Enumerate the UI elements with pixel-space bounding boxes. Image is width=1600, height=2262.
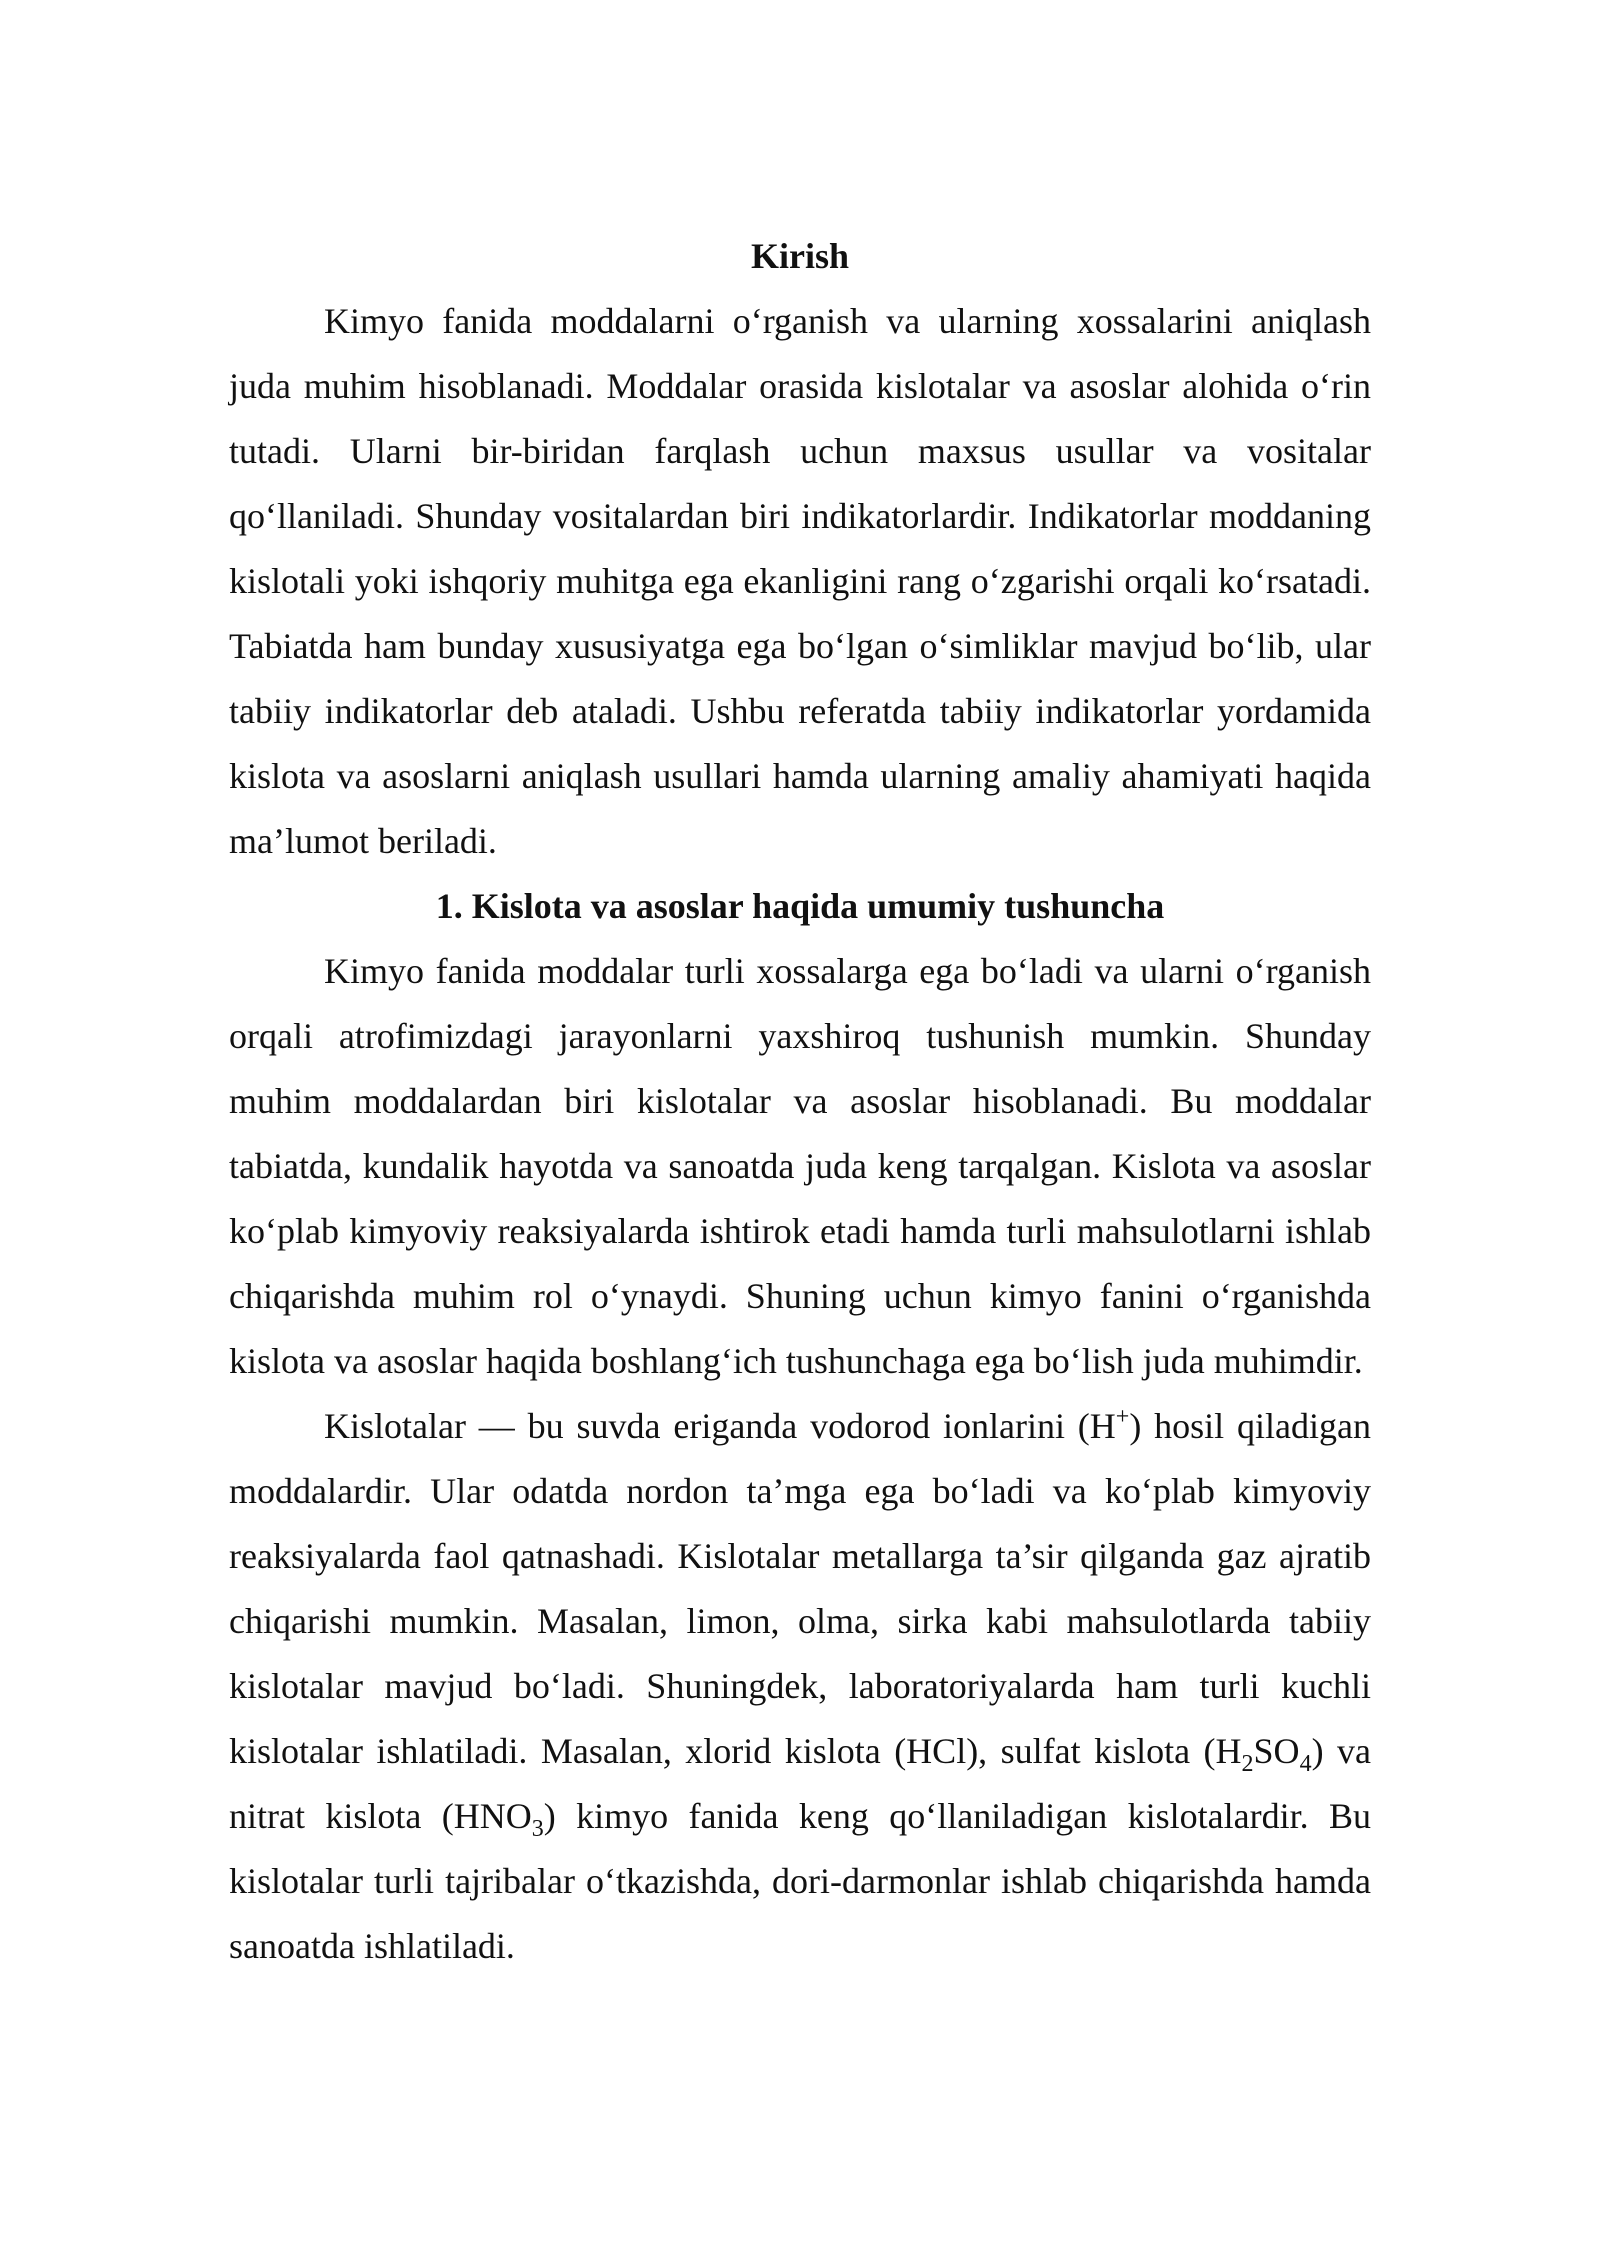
paragraph-text: ) va nitrat kislota (HNO — [229, 1731, 1371, 1836]
section-paragraph-1: Kimyo fanida moddalar turli xossalarga ega bo‘ladi va ularni o‘rganish orqali atrofimizdagi jarayonlarni yaxshiroq tushunish mumkin. Shunday muhim moddalardan biri kislotalar va asoslar hisoblanadi. Bu moddalar tabiatda, kundalik hayotda va sanoatda juda keng tarqalgan. Kislota va asoslar ko‘plab kimyoviy reaksiyalarda ishtirok etadi hamda turli mahsulotlarni ishlab chiqarishda muhim rol o‘ynaydi. Shuning uchun kimyo fanini o‘rganishda kislota va asoslar haqida boshlang‘ich tushunchaga ega bo‘lish juda muhimdir. — [229, 951, 1371, 1381]
page-title: Kirish — [750, 236, 849, 276]
section-heading: 1. Kislota va asoslar haqida umumiy tushuncha — [435, 886, 1165, 926]
section-paragraph-2 — [229, 1394, 1371, 1979]
intro-paragraph: Kimyo fanida moddalarni o‘rganish va ularning xossalarini aniqlash juda muhim hisoblanadi. Moddalar orasida kislotalar va asoslar alohida o‘rin tutadi. Ularni bir-biridan farqlash uchun maxsus usullar va vositalar qo‘llaniladi. Shunday vositalardan biri indikatorlardir. Indikatorlar moddaning kislotali yoki ishqoriy muhitga ega ekanligini rang o‘zgarishi orqali ko‘rsatadi. Tabiatda ham bunday xususiyatga ega bo‘lgan o‘simliklar mavjud bo‘lib, ular tabiiy indikatorlar deb ataladi. Ushbu referatda tabiiy indikatorlar yordamida kislota va asoslarni aniqlash usullari hamda ularning amaliy ahamiyati haqida ma’lumot beriladi. — [229, 301, 1371, 861]
paragraph-text: ) kimyo fanida keng qo‘llaniladigan kislotalardir. Bu kislotalar turli tajribalar o‘tkazishda, dori-darmonlar ishlab chiqarishda hamda sanoatda ishlatiladi. — [229, 1796, 1371, 1966]
subscript: 3 — [531, 1816, 544, 1842]
subscript: 2 — [1241, 1751, 1254, 1777]
document-page — [229, 224, 1371, 1979]
subscript: 4 — [1299, 1751, 1312, 1777]
paragraph-text: SO — [1253, 1731, 1300, 1771]
paragraph-text: Kislotalar — bu suvda eriganda vodorod ionlarini (H — [324, 1406, 1116, 1446]
superscript: + — [1115, 1404, 1130, 1430]
paragraph-text: ) hosil qiladigan moddalardir. Ular odatda nordon ta’mga ega bo‘ladi va ko‘plab kimyoviy reaksiyalarda faol qatnashadi. Kislotalar metallarga ta’sir qilganda gaz ajratib chiqarishi mumkin. Masalan, limon, olma, sirka kabi mahsulotlarda tabiiy kislotalar mavjud bo‘ladi. Shuningdek, laboratoriyalarda ham turli kuchli kislotalar ishlatiladi. Masalan, xlorid kislota (HCl), sulfat kislota (H — [229, 1406, 1371, 1771]
